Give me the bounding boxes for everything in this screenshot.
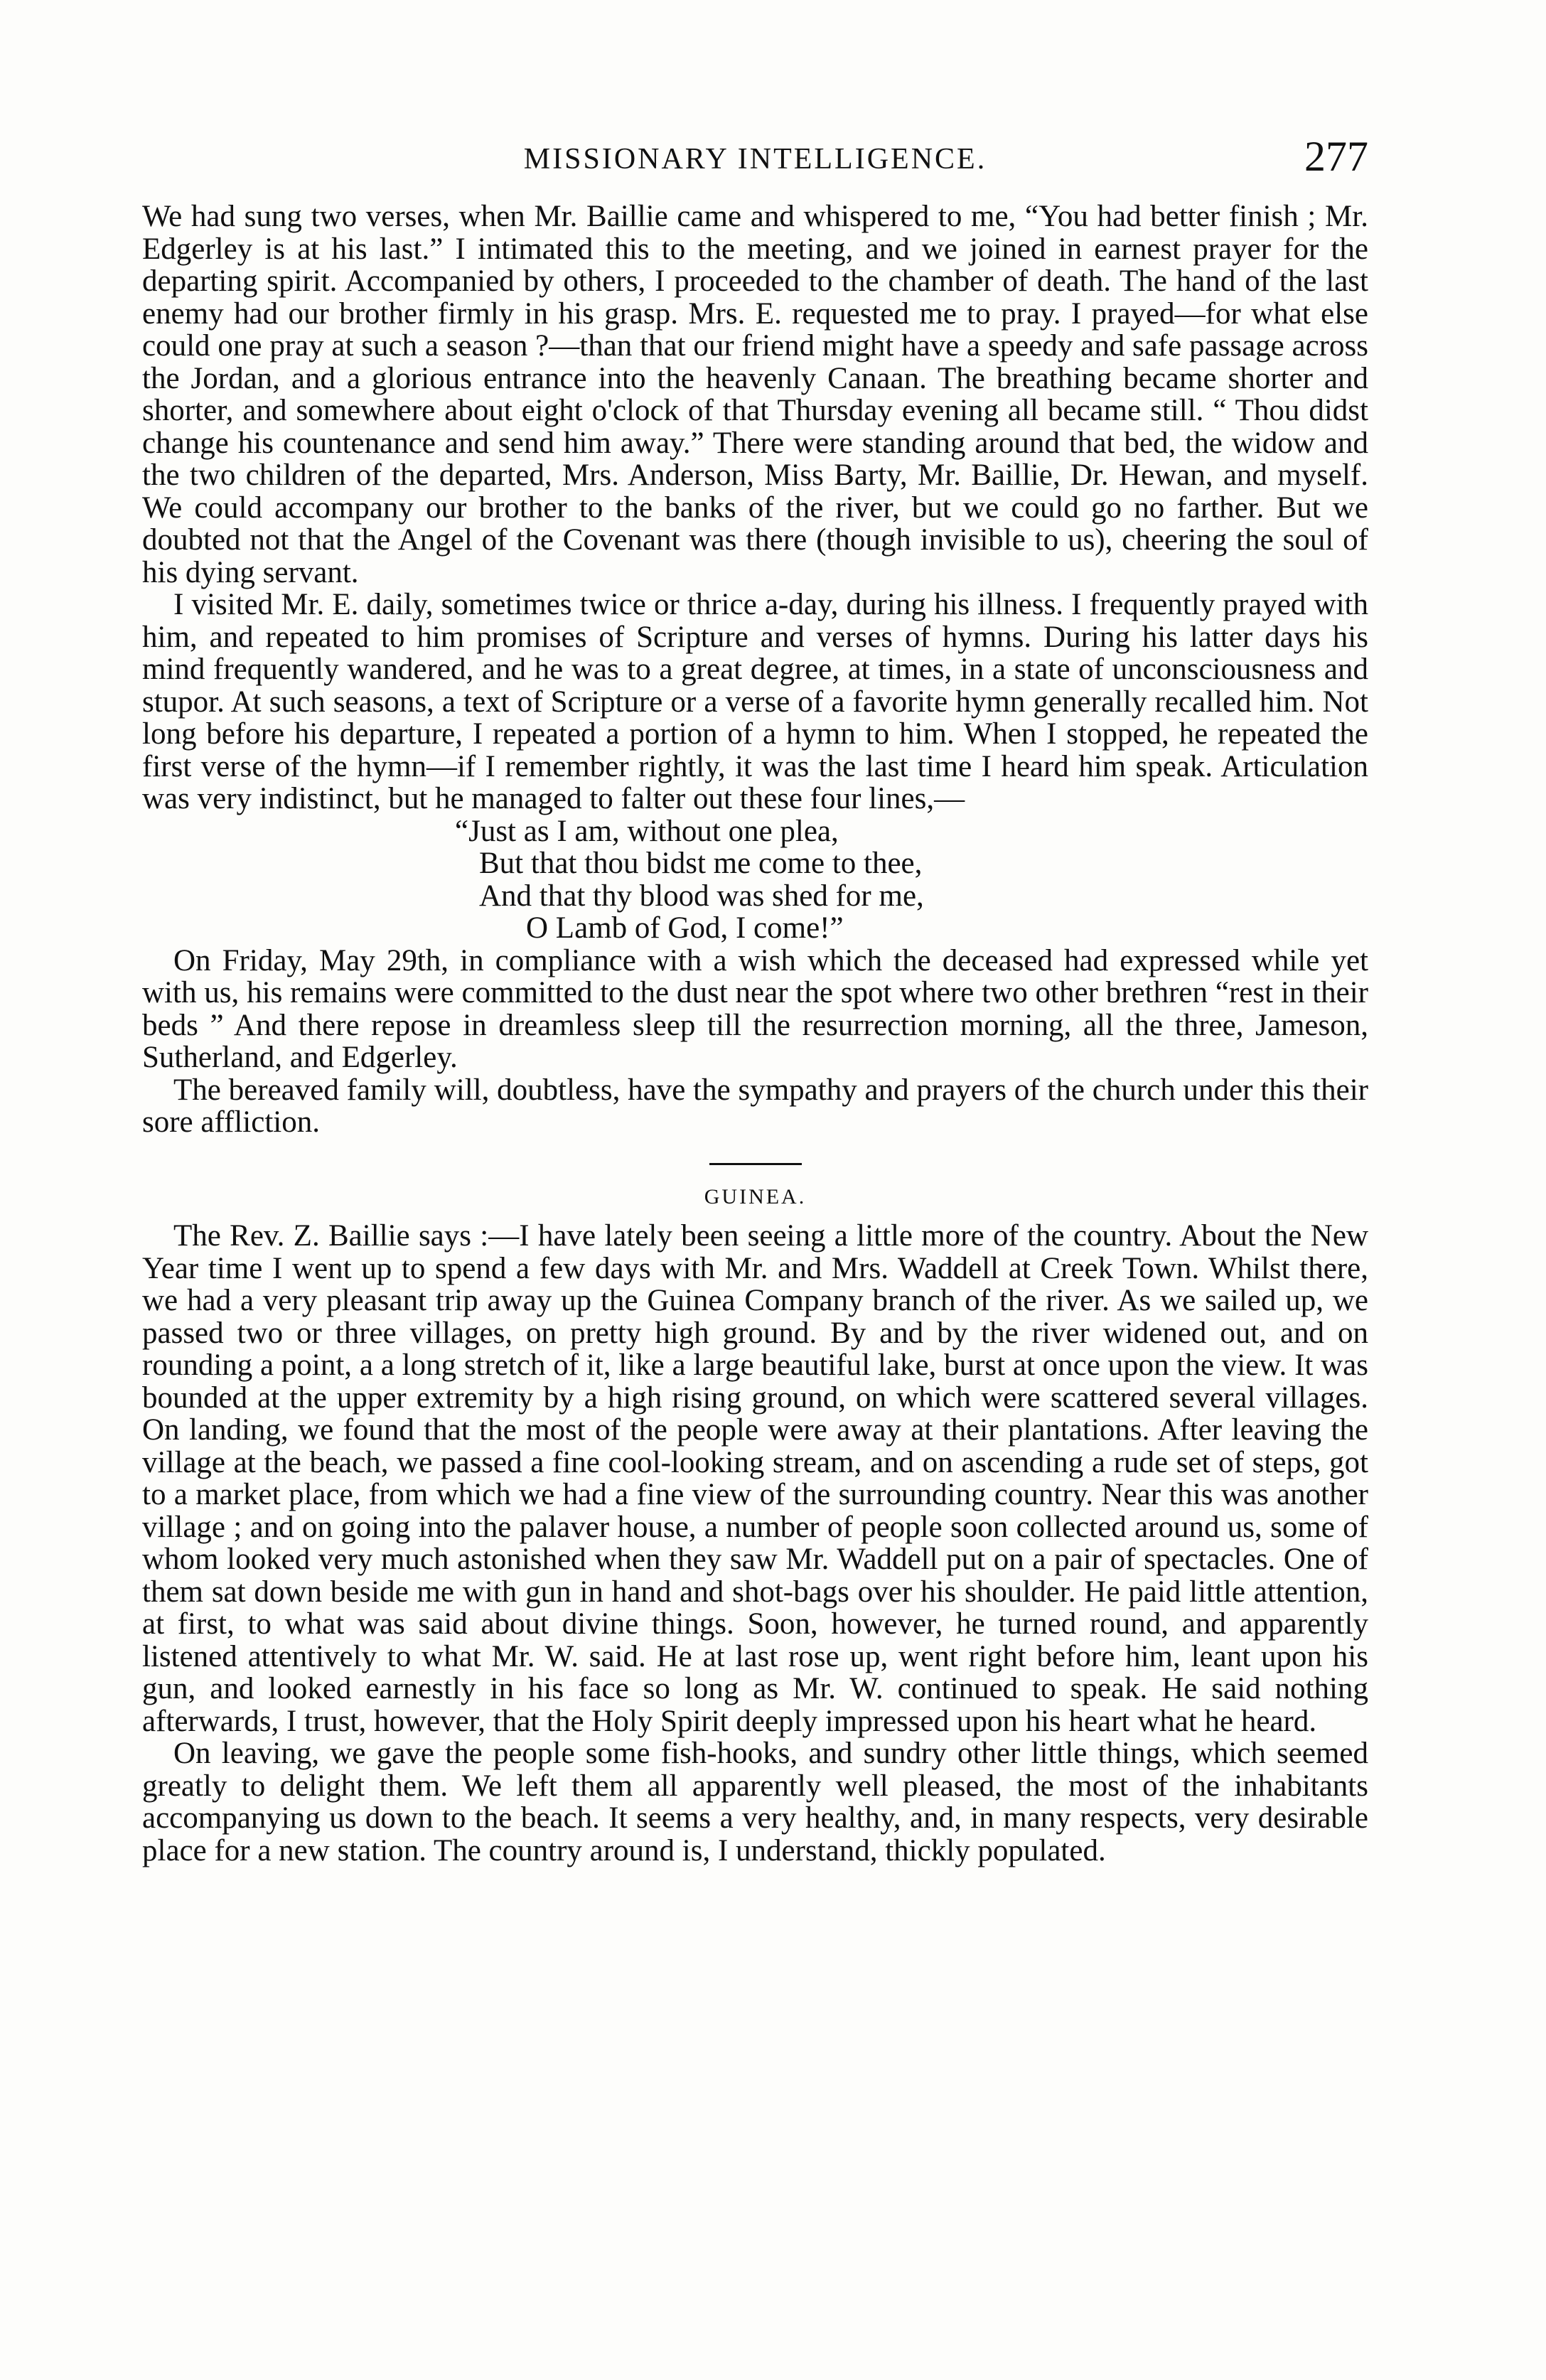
section-heading: GUINEA.	[704, 1184, 807, 1208]
paragraph: I visited Mr. E. daily, sometimes twice or thrice a-day, during his illness. I frequently prayed with him, and repeated to him promises of Scripture and verses of hymns. During his latter days his mind frequently wandered, and he was to a great degree, at times, in a state of unconsciousness and stupor. At such seasons, a text of Scripture or a verse of a favorite hymn generally recalled him. Not long before his departure, I repeated a portion of a hymn to him. When I stopped, he repeated the first verse of the hymn—if I remember rightly, it was the last time I heard him speak. Articulation was very indistinct, but he managed to falter out these four lines,—	[142, 588, 1368, 815]
paragraph: We had sung two verses, when Mr. Baillie came and whispered to me, “You had better finish ; Mr. Edgerley is at his last.” I intimated this to the meeting, and we joined in earnest prayer for the departing spirit. Accompanied by others, I proceeded to the chamber of death. The hand of the last enemy had our brother firmly in his grasp. Mrs. E. requested me to pray. I prayed—for what else could one pray at such a season ?—than that our friend might have a speedy and safe passage across the Jordan, and a glorious entrance into the heavenly Canaan. The breathing became shorter and shorter, and somewhere about eight o'clock of that Thursday evening all became still. “ Thou didst change his countenance and send him away.” There were standing around that bed, the widow and the two children of the departed, Mrs. Anderson, Miss Barty, Mr. Baillie, Dr. Hewan, and myself. We could accompany our brother to the banks of the river, but we could go no farther. But we doubted not that the Angel of the Covenant was there (though invisible to us), cheering the soul of his dying servant.	[142, 200, 1368, 589]
hymn-line: And that thy blood was shed for me,	[479, 879, 924, 913]
paragraph: The Rev. Z. Baillie says :—I have lately been seeing a little more of the country. About the New Year time I went up to spend a few days with Mr. and Mrs. Waddell at Creek Town. Whilst there, we had a very pleasant trip away up the Guinea Company branch of the river. As we sailed up, we passed two or three villages, on pretty high ground. By and by the river widened out, and on rounding a point, a a long stretch of it, like a large beautiful lake, burst at once upon the view. It was bounded at the upper extremity by a high rising ground, on which were scattered several villages. On landing, we found that the most of the people were away at their plantations. After leaving the village at the beach, we passed a fine cool-looking stream, and on ascending a rude set of steps, got to a market place, from which we had a fine view of the surrounding country. Near this was another village ; and on going into the palaver house, a number of people soon collected around us, some of whom looked very much astonished when they saw Mr. Waddell put on a pair of spectacles. One of them sat down beside me with gun in hand and shot-bags over his shoulder. He paid little attention, at first, to what was said about divine things. Soon, however, he turned round, and apparently listened attentively to what Mr. W. said. He at last rose up, went right before him, leant upon his gun, and looked earnestly in his face so long as Mr. W. continued to speak. He said nothing afterwards, I trust, however, that the Holy Spirit deeply impressed upon his heart what he heard.	[142, 1219, 1368, 1738]
paragraph: The bereaved family will, doubtless, have the sympathy and prayers of the church under this their sore affliction.	[142, 1073, 1368, 1139]
running-head: MISSIONARY INTELLIGENCE.	[523, 143, 987, 176]
paragraph: On leaving, we gave the people some fish-hooks, and sundry other little things, which seemed greatly to delight them. We left them all apparently well pleased, the most of the inhabitants accompanying us down to the beach. It seems a very healthy, and, in many respects, very desirable place for a new station. The country around is, I understand, thickly populated.	[142, 1737, 1368, 1867]
page-body	[142, 200, 1368, 1867]
page-number: 277	[1304, 133, 1368, 180]
paragraph: On Friday, May 29th, in compliance with a wish which the deceased had expressed while yet with us, his remains were committed to the dust near the spot where two other brethren “rest in their beds ” And there repose in dreamless sleep till the resurrection morning, all the three, Jameson, Sutherland, and Edgerley.	[142, 943, 1368, 1074]
hymn-line: But that thou bidst me come to thee,	[479, 847, 923, 880]
hymn-line: O Lamb of God, I come!”	[526, 911, 844, 945]
page-header	[142, 133, 1368, 199]
section-divider	[709, 1163, 802, 1165]
hymn-verse	[455, 815, 1368, 945]
hymn-line: “Just as I am, without one plea,	[455, 814, 839, 848]
